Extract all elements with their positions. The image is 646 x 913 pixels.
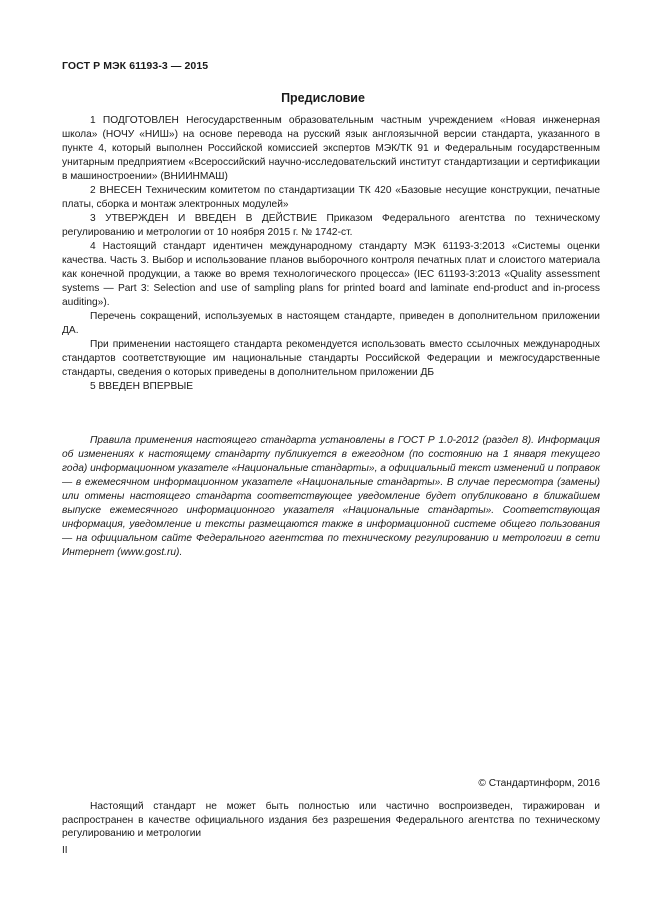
foreword-body <box>62 114 600 394</box>
paragraph-approved: 3 УТВЕРЖДЕН И ВВЕДЕН В ДЕЙСТВИЕ Приказом Федерального агентства по техническому регулированию и метрологии от 10 ноября 2015 г. № 1742-ст. <box>62 213 600 238</box>
rules-note <box>62 434 600 560</box>
paragraph-prepared-by: 1 ПОДГОТОВЛЕН Негосударственным образовательным частным учреждением «Новая инженерная школа» (НОЧУ «НИШ») на основе перевода на русский язык англоязычной версии стандарта, указанного в пункте 4, который выполнен Российской комиссией экспертов МЭК/ТК 91 и Федеральным государственным унитарным предприятием «Всероссийский научно-исследовательский институт стандартизации и сертификации в машиностроении» (ВНИИНМАШ) <box>62 115 600 182</box>
section-title: Предисловие <box>281 91 365 105</box>
paragraph-abbreviations: Перечень сокращений, используемых в настоящем стандарте, приведен в дополнительном приложении ДА. <box>62 311 600 336</box>
copyright-line: © Стандартинформ, 2016 <box>478 778 600 789</box>
paragraph-introduced-by: 2 ВНЕСЕН Техническим комитетом по стандартизации ТК 420 «Базовые несущие конструкции, печатные платы, сборка и монтаж электронных модулей» <box>62 185 600 210</box>
paragraph-introduced-first: 5 ВВЕДЕН ВПЕРВЫЕ <box>90 381 194 392</box>
paragraph-identical-to: 4 Настоящий стандарт идентичен международному стандарту МЭК 61193-3:2013 «Системы оценки качества. Часть 3. Выбор и использование планов выборочного контроля печатных плат и слоистого материала как конечной продукции, а также во время технологического процесса» (IEC 61193-3:2013 «Quality assessment systems — Part 3: Selection and use of sampling plans for printed board and laminate end-product and in-process auditing»). <box>62 241 600 308</box>
reproduction-notice <box>62 800 600 841</box>
paragraph-references: При применении настоящего стандарта рекомендуется использовать вместо ссылочных международных стандартов соответствующие им национальные стандарты Российской Федерации и межгосударственные стандарты, сведения о которых приведены в дополнительном приложении ДБ <box>62 339 600 378</box>
standard-code-header: ГОСТ Р МЭК 61193-3 — 2015 <box>62 60 209 72</box>
page-number: II <box>62 845 68 856</box>
rules-note-text: Правила применения настоящего стандарта установлены в ГОСТ Р 1.0-2012 (раздел 8). Информация об изменениях к настоящему стандарту публикуется в ежегодном (по состоянию на 1 января текущего года) информационном указателе «Национальные стандарты», а официальный текст изменений и поправок — в ежемесячном информационном указателе «Национальные стандарты». В случае пересмотра (замены) или отмены настоящего стандарта соответствующее уведомление будет опубликовано в ближайшем выпуске ежемесячного информационного указателя «Национальные стандарты». Соответствующая информация, уведомление и тексты размещаются также в информационной системе общего пользования — на официальном сайте Федерального агентства по техническому регулированию и метрологии в сети Интернет (www.gost.ru). <box>62 435 600 558</box>
reproduction-notice-text: Настоящий стандарт не может быть полностью или частично воспроизведен, тиражирован и распространен в качестве официального издания без разрешения Федерального агентства по техническому регулированию и метрологии <box>62 801 600 839</box>
